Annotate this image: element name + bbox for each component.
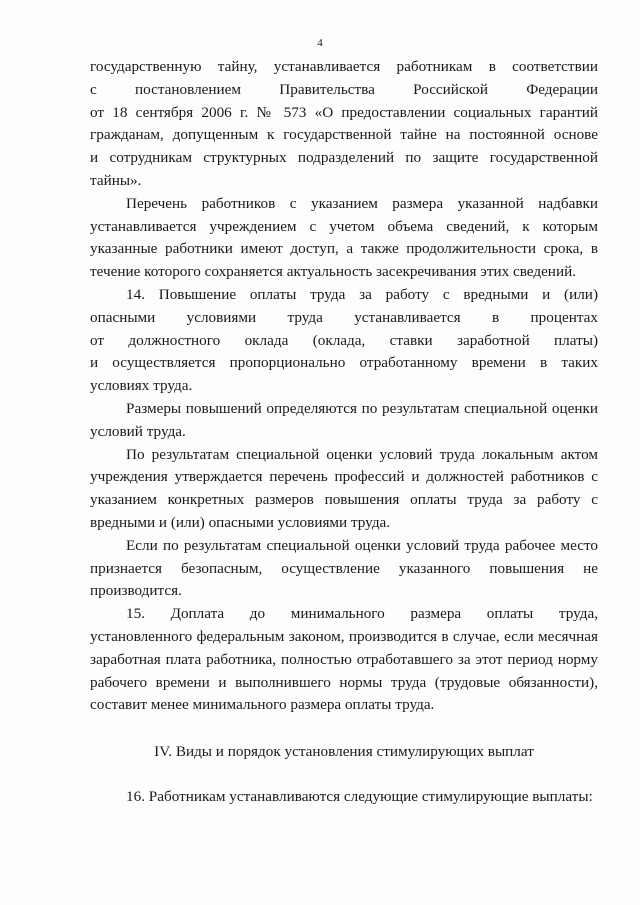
paragraph-item-15 <box>90 603 598 717</box>
text-line: с постановлением Правительства Российской Федерации <box>90 80 598 98</box>
paragraph: Размеры повышений определяются по результатам специальной оценки условий труда. <box>90 399 598 440</box>
text-line: от 18 сентября 2006 г. № 573 «О предоставлении социальных гарантий <box>90 103 598 121</box>
section-heading: IV. Виды и порядок установления стимулирующих выплат <box>154 743 534 761</box>
paragraph-continued <box>90 56 598 193</box>
paragraph: Перечень работников с указанием размера указанной надбавки устанавливается учреждением с учетом объема сведений, к которым указанные работники имеют доступ, а также продолжительности срока, в течение которого сохраняется актуальность засекречивания этих сведений. <box>90 194 598 281</box>
paragraph: По результатам специальной оценки условий труда локальным актом учреждения утверждается перечень профессий и должностей работников с указанием конкретных размеров повышения оплаты труда за работу с вредными и (или) опасными условиями труда. <box>90 445 598 531</box>
text-line: гражданам, допущенным к государственной тайне на постоянной основе <box>90 126 598 144</box>
text-line: 15. Доплата до минимального размера оплаты труда, <box>126 605 598 623</box>
text-line: установленного федеральным законом, производится в случае, если месячная заработная плата работника, полностью отработавшего за этот период норму рабочего времени и выполнившего нормы труда (трудовые обязанности), составит менее минимального размера оплаты труда. <box>90 627 598 714</box>
page-number: 4 <box>317 37 323 49</box>
text-line: государственную тайну, устанавливается работникам в соответствии <box>90 58 598 75</box>
paragraph-item-16: 16. Работникам устанавливаются следующие стимулирующие выплаты: <box>126 787 593 805</box>
document-body <box>90 56 598 809</box>
text-line: и осуществляется пропорционально отработанному времени в таких условиях труда. <box>90 354 598 395</box>
paragraph-item-14 <box>90 284 598 398</box>
text-line: и сотрудникам структурных подразделений по защите государственной <box>90 149 598 167</box>
text-line: тайны». <box>90 171 142 189</box>
text-line: опасными условиями труда устанавливается в процентах <box>90 308 598 326</box>
text-line: 14. Повышение оплаты труда за работу с вредными и (или) <box>126 285 598 303</box>
paragraph: Если по результатам специальной оценки условий труда рабочее место признается безопасным, осуществление указанного повышения не производится. <box>90 536 598 600</box>
text-line: от должностного оклада (оклада, ставки заработной платы) <box>90 331 598 349</box>
